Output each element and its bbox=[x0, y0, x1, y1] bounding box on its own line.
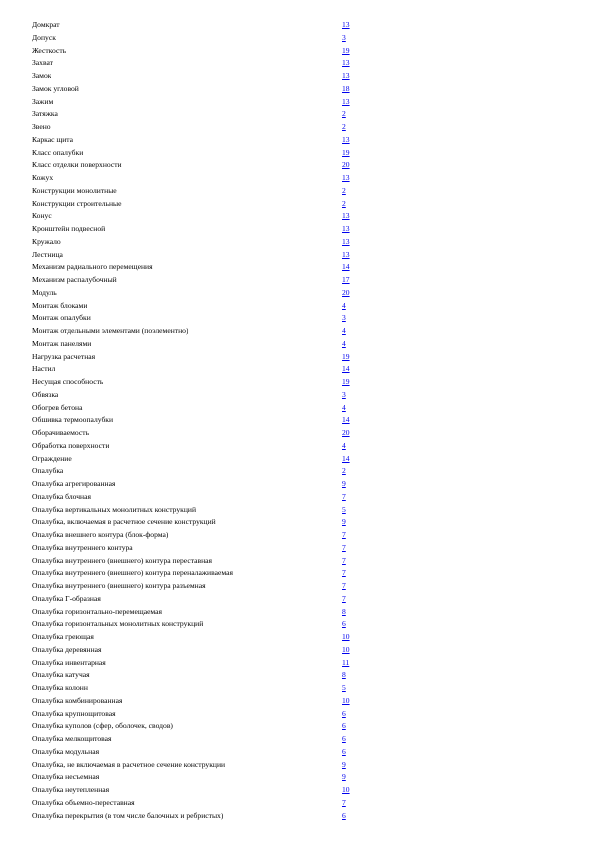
page-number-link[interactable]: 14 bbox=[342, 364, 350, 374]
page-number-link[interactable]: 2 bbox=[342, 185, 346, 195]
index-term: Домкрат bbox=[32, 20, 60, 29]
index-term: Опалубка, не включаемая в расчетное сечение конструкции bbox=[32, 759, 226, 769]
index-entry bbox=[32, 516, 362, 529]
index-term: Опалубка внешнего контура (блок-форма) bbox=[32, 530, 169, 539]
index-entry bbox=[32, 542, 362, 555]
page-number-link[interactable]: 13 bbox=[342, 224, 350, 233]
page-number-link[interactable]: 18 bbox=[342, 83, 350, 93]
index-term: Опалубка инвентарная bbox=[32, 657, 106, 667]
page-number-link[interactable]: 3 bbox=[342, 389, 346, 399]
index-term: Ограждение bbox=[32, 453, 72, 463]
page-number-link[interactable]: 4 bbox=[342, 440, 346, 450]
index-term: Конструкции строительные bbox=[32, 198, 122, 208]
index-term: Опалубка внутреннего (внешнего) контура переставная bbox=[32, 555, 213, 565]
index-term: Опалубка горизонтальных монолитных конструкций bbox=[32, 619, 204, 629]
index-entry bbox=[32, 478, 362, 491]
index-term: Кожух bbox=[32, 173, 54, 182]
alphabetical-index bbox=[32, 19, 362, 822]
index-term: Опалубка внутреннего (внешнего) контура переналаживаемая bbox=[32, 568, 233, 578]
index-term: Опалубка перекрытия (в том числе балочных и ребристых) bbox=[32, 810, 224, 820]
index-term: Нагрузка расчетная bbox=[32, 351, 96, 361]
index-entry bbox=[32, 147, 362, 160]
page-number-link[interactable]: 3 bbox=[342, 313, 346, 323]
index-entry bbox=[32, 440, 362, 453]
index-entry bbox=[32, 19, 362, 32]
index-entry bbox=[32, 593, 362, 606]
index-term: Обработка поверхности bbox=[32, 440, 110, 450]
index-term: Опалубка деревянная bbox=[32, 644, 102, 654]
page-number-link[interactable]: 17 bbox=[342, 275, 350, 284]
index-term: Звено bbox=[32, 122, 51, 131]
index-term: Опалубка вертикальных монолитных конструкций bbox=[32, 504, 197, 514]
index-entry bbox=[32, 695, 362, 708]
index-term: Опалубка куполов (сфер, оболочек, сводов) bbox=[32, 721, 173, 731]
index-term: Оборачиваемость bbox=[32, 428, 90, 437]
page-number-link[interactable]: 2 bbox=[342, 466, 346, 476]
page-number-link[interactable]: 7 bbox=[342, 797, 346, 807]
index-entry bbox=[32, 32, 362, 45]
index-term: Модуль bbox=[32, 287, 57, 297]
page-number-link[interactable]: 9 bbox=[342, 772, 346, 782]
index-entry bbox=[32, 618, 362, 631]
page-number-link[interactable]: 4 bbox=[342, 300, 346, 310]
index-entry bbox=[32, 70, 362, 83]
index-term: Монтаж опалубки bbox=[32, 313, 91, 323]
index-term: Опалубка колонн bbox=[32, 683, 88, 692]
index-entry bbox=[32, 465, 362, 478]
index-term: Замок угловой bbox=[32, 83, 79, 93]
page-number-link[interactable]: 7 bbox=[342, 581, 346, 590]
page-number-link[interactable]: 20 bbox=[342, 287, 350, 297]
page-number-link[interactable]: 11 bbox=[342, 657, 350, 667]
page-number-link[interactable]: 2 bbox=[342, 109, 346, 119]
page-number-link[interactable]: 19 bbox=[342, 147, 350, 157]
index-entry bbox=[32, 567, 362, 580]
page-number-link[interactable]: 9 bbox=[342, 517, 346, 527]
index-entry bbox=[32, 529, 362, 542]
index-term: Опалубка Г-образная bbox=[32, 593, 101, 603]
index-term: Механизм радиального перемещения bbox=[32, 262, 153, 272]
index-term: Опалубка bbox=[32, 466, 64, 476]
index-entry bbox=[32, 644, 362, 657]
index-term: Опалубка, включаемая в расчетное сечение конструкций bbox=[32, 517, 216, 527]
index-term: Несущая способность bbox=[32, 377, 104, 386]
page-number-link[interactable]: 9 bbox=[342, 759, 346, 769]
page-number-link[interactable]: 6 bbox=[342, 810, 346, 820]
index-entry bbox=[32, 363, 362, 376]
page-number-link[interactable]: 4 bbox=[342, 326, 346, 335]
index-term: Монтаж панелями bbox=[32, 338, 92, 348]
page-number-link[interactable]: 4 bbox=[342, 402, 346, 412]
index-term: Допуск bbox=[32, 32, 56, 42]
index-term: Обогрев бетона bbox=[32, 402, 83, 412]
index-entry bbox=[32, 121, 362, 134]
page-number-link[interactable]: 13 bbox=[342, 20, 350, 29]
index-term: Монтаж блоками bbox=[32, 300, 88, 310]
index-term: Опалубка блочная bbox=[32, 491, 91, 501]
index-entry bbox=[32, 720, 362, 733]
index-term: Кронштейн подвесной bbox=[32, 224, 106, 233]
page-number-link[interactable]: 13 bbox=[342, 134, 350, 144]
index-entry bbox=[32, 45, 362, 58]
index-entry bbox=[32, 427, 362, 440]
index-term: Кружало bbox=[32, 236, 61, 246]
index-term: Лестница bbox=[32, 249, 63, 259]
index-term: Механизм распалубочный bbox=[32, 275, 117, 284]
page-number-link[interactable]: 19 bbox=[342, 351, 350, 361]
page-number-link[interactable]: 2 bbox=[342, 122, 346, 131]
index-entry bbox=[32, 83, 362, 96]
page-number-link[interactable]: 13 bbox=[342, 96, 350, 106]
page-number-link[interactable]: 13 bbox=[342, 236, 350, 246]
index-entry bbox=[32, 351, 362, 364]
index-entry bbox=[32, 325, 362, 338]
page-number-link[interactable]: 13 bbox=[342, 211, 350, 221]
index-entry bbox=[32, 389, 362, 402]
index-entry bbox=[32, 491, 362, 504]
page-number-link[interactable]: 8 bbox=[342, 670, 346, 680]
index-entry bbox=[32, 504, 362, 517]
page-number-link[interactable]: 14 bbox=[342, 415, 350, 425]
index-term: Опалубка неутепленная bbox=[32, 785, 110, 794]
index-entry bbox=[32, 810, 362, 823]
index-entry bbox=[32, 555, 362, 568]
index-entry bbox=[32, 402, 362, 415]
page-number-link[interactable]: 10 bbox=[342, 785, 350, 794]
page-number-link[interactable]: 7 bbox=[342, 555, 346, 565]
index-entry bbox=[32, 797, 362, 810]
index-entry bbox=[32, 236, 362, 249]
page-number-link[interactable]: 19 bbox=[342, 377, 350, 386]
index-term: Жесткость bbox=[32, 45, 67, 55]
index-term: Опалубка горизонтально-перемещаемая bbox=[32, 606, 163, 616]
index-entry bbox=[32, 223, 362, 236]
index-term: Класс отделки поверхности bbox=[32, 160, 122, 170]
index-term: Опалубка мелкощитовая bbox=[32, 734, 112, 743]
index-entry bbox=[32, 682, 362, 695]
page-number-link[interactable]: 5 bbox=[342, 504, 346, 514]
page-number-link[interactable]: 4 bbox=[342, 338, 346, 348]
page-number-link[interactable]: 7 bbox=[342, 568, 346, 578]
page-number-link[interactable]: 9 bbox=[342, 479, 346, 488]
index-term: Монтаж отдельными элементами (поэлементно) bbox=[32, 326, 189, 335]
index-term: Опалубка греющая bbox=[32, 632, 94, 641]
index-term: Обшивка термоопалубки bbox=[32, 415, 114, 425]
index-entry bbox=[32, 159, 362, 172]
index-entry bbox=[32, 312, 362, 325]
index-entry bbox=[32, 733, 362, 746]
index-term: Опалубка крупнощитовая bbox=[32, 708, 116, 718]
page-number-link[interactable]: 2 bbox=[342, 198, 346, 208]
page-number-link[interactable]: 14 bbox=[342, 453, 350, 463]
index-entry bbox=[32, 198, 362, 211]
index-term: Конус bbox=[32, 211, 52, 221]
index-term: Затяжка bbox=[32, 109, 58, 119]
index-entry bbox=[32, 108, 362, 121]
index-term: Класс опалубки bbox=[32, 147, 84, 157]
page-number-link[interactable]: 13 bbox=[342, 71, 350, 80]
page-number-link[interactable]: 6 bbox=[342, 734, 346, 743]
index-term: Зажим bbox=[32, 96, 54, 106]
index-entry bbox=[32, 708, 362, 721]
index-term: Настил bbox=[32, 364, 56, 374]
index-entry bbox=[32, 631, 362, 644]
page-number-link[interactable]: 6 bbox=[342, 721, 346, 731]
index-term: Опалубка внутреннего (внешнего) контура разъемная bbox=[32, 581, 206, 590]
index-entry bbox=[32, 376, 362, 389]
index-entry bbox=[32, 746, 362, 759]
index-entry bbox=[32, 338, 362, 351]
index-entry bbox=[32, 172, 362, 185]
page-number-link[interactable]: 10 bbox=[342, 644, 350, 654]
index-entry bbox=[32, 57, 362, 70]
page-number-link[interactable]: 6 bbox=[342, 619, 346, 629]
page-number-link[interactable]: 10 bbox=[342, 695, 350, 705]
page-number-link[interactable]: 7 bbox=[342, 530, 346, 539]
index-term: Захват bbox=[32, 58, 53, 68]
index-entry bbox=[32, 261, 362, 274]
index-entry bbox=[32, 580, 362, 593]
page-number-link[interactable]: 13 bbox=[342, 173, 350, 182]
page-number-link[interactable]: 13 bbox=[342, 58, 350, 68]
index-entry bbox=[32, 606, 362, 619]
page-number-link[interactable]: 13 bbox=[342, 249, 350, 259]
page-number-link[interactable]: 20 bbox=[342, 160, 350, 170]
index-entry bbox=[32, 96, 362, 109]
page-number-link[interactable]: 5 bbox=[342, 683, 346, 692]
index-entry bbox=[32, 759, 362, 772]
index-entry bbox=[32, 414, 362, 427]
index-term: Опалубка катучая bbox=[32, 670, 90, 680]
page-number-link[interactable]: 7 bbox=[342, 593, 346, 603]
index-term: Обвязка bbox=[32, 389, 59, 399]
page-number-link[interactable]: 6 bbox=[342, 708, 346, 718]
page-number-link[interactable]: 20 bbox=[342, 428, 350, 437]
index-entry bbox=[32, 771, 362, 784]
page-number-link[interactable]: 7 bbox=[342, 542, 346, 552]
page-number-link[interactable]: 10 bbox=[342, 632, 350, 641]
page-number-link[interactable]: 19 bbox=[342, 45, 350, 55]
index-entry bbox=[32, 669, 362, 682]
index-term: Опалубка несъемная bbox=[32, 772, 100, 782]
page-number-link[interactable]: 6 bbox=[342, 746, 346, 756]
index-term: Конструкции монолитные bbox=[32, 185, 117, 195]
index-entry bbox=[32, 657, 362, 670]
index-term: Опалубка агрегированная bbox=[32, 479, 116, 488]
index-entry bbox=[32, 287, 362, 300]
index-term: Замок bbox=[32, 71, 52, 80]
index-term: Каркас щита bbox=[32, 134, 74, 144]
page-number-link[interactable]: 14 bbox=[342, 262, 350, 272]
index-entry bbox=[32, 210, 362, 223]
page-number-link[interactable]: 8 bbox=[342, 606, 346, 616]
index-entry bbox=[32, 185, 362, 198]
page-number-link[interactable]: 7 bbox=[342, 491, 346, 501]
index-entry bbox=[32, 453, 362, 466]
index-entry bbox=[32, 784, 362, 797]
index-entry bbox=[32, 300, 362, 313]
index-term: Опалубка внутреннего контура bbox=[32, 542, 133, 552]
index-entry bbox=[32, 134, 362, 147]
index-term: Опалубка объемно-переставная bbox=[32, 797, 135, 807]
index-entry bbox=[32, 274, 362, 287]
index-entry bbox=[32, 249, 362, 262]
page-number-link[interactable]: 3 bbox=[342, 32, 346, 42]
index-term: Опалубка модульная bbox=[32, 746, 100, 756]
index-term: Опалубка комбинированная bbox=[32, 695, 123, 705]
